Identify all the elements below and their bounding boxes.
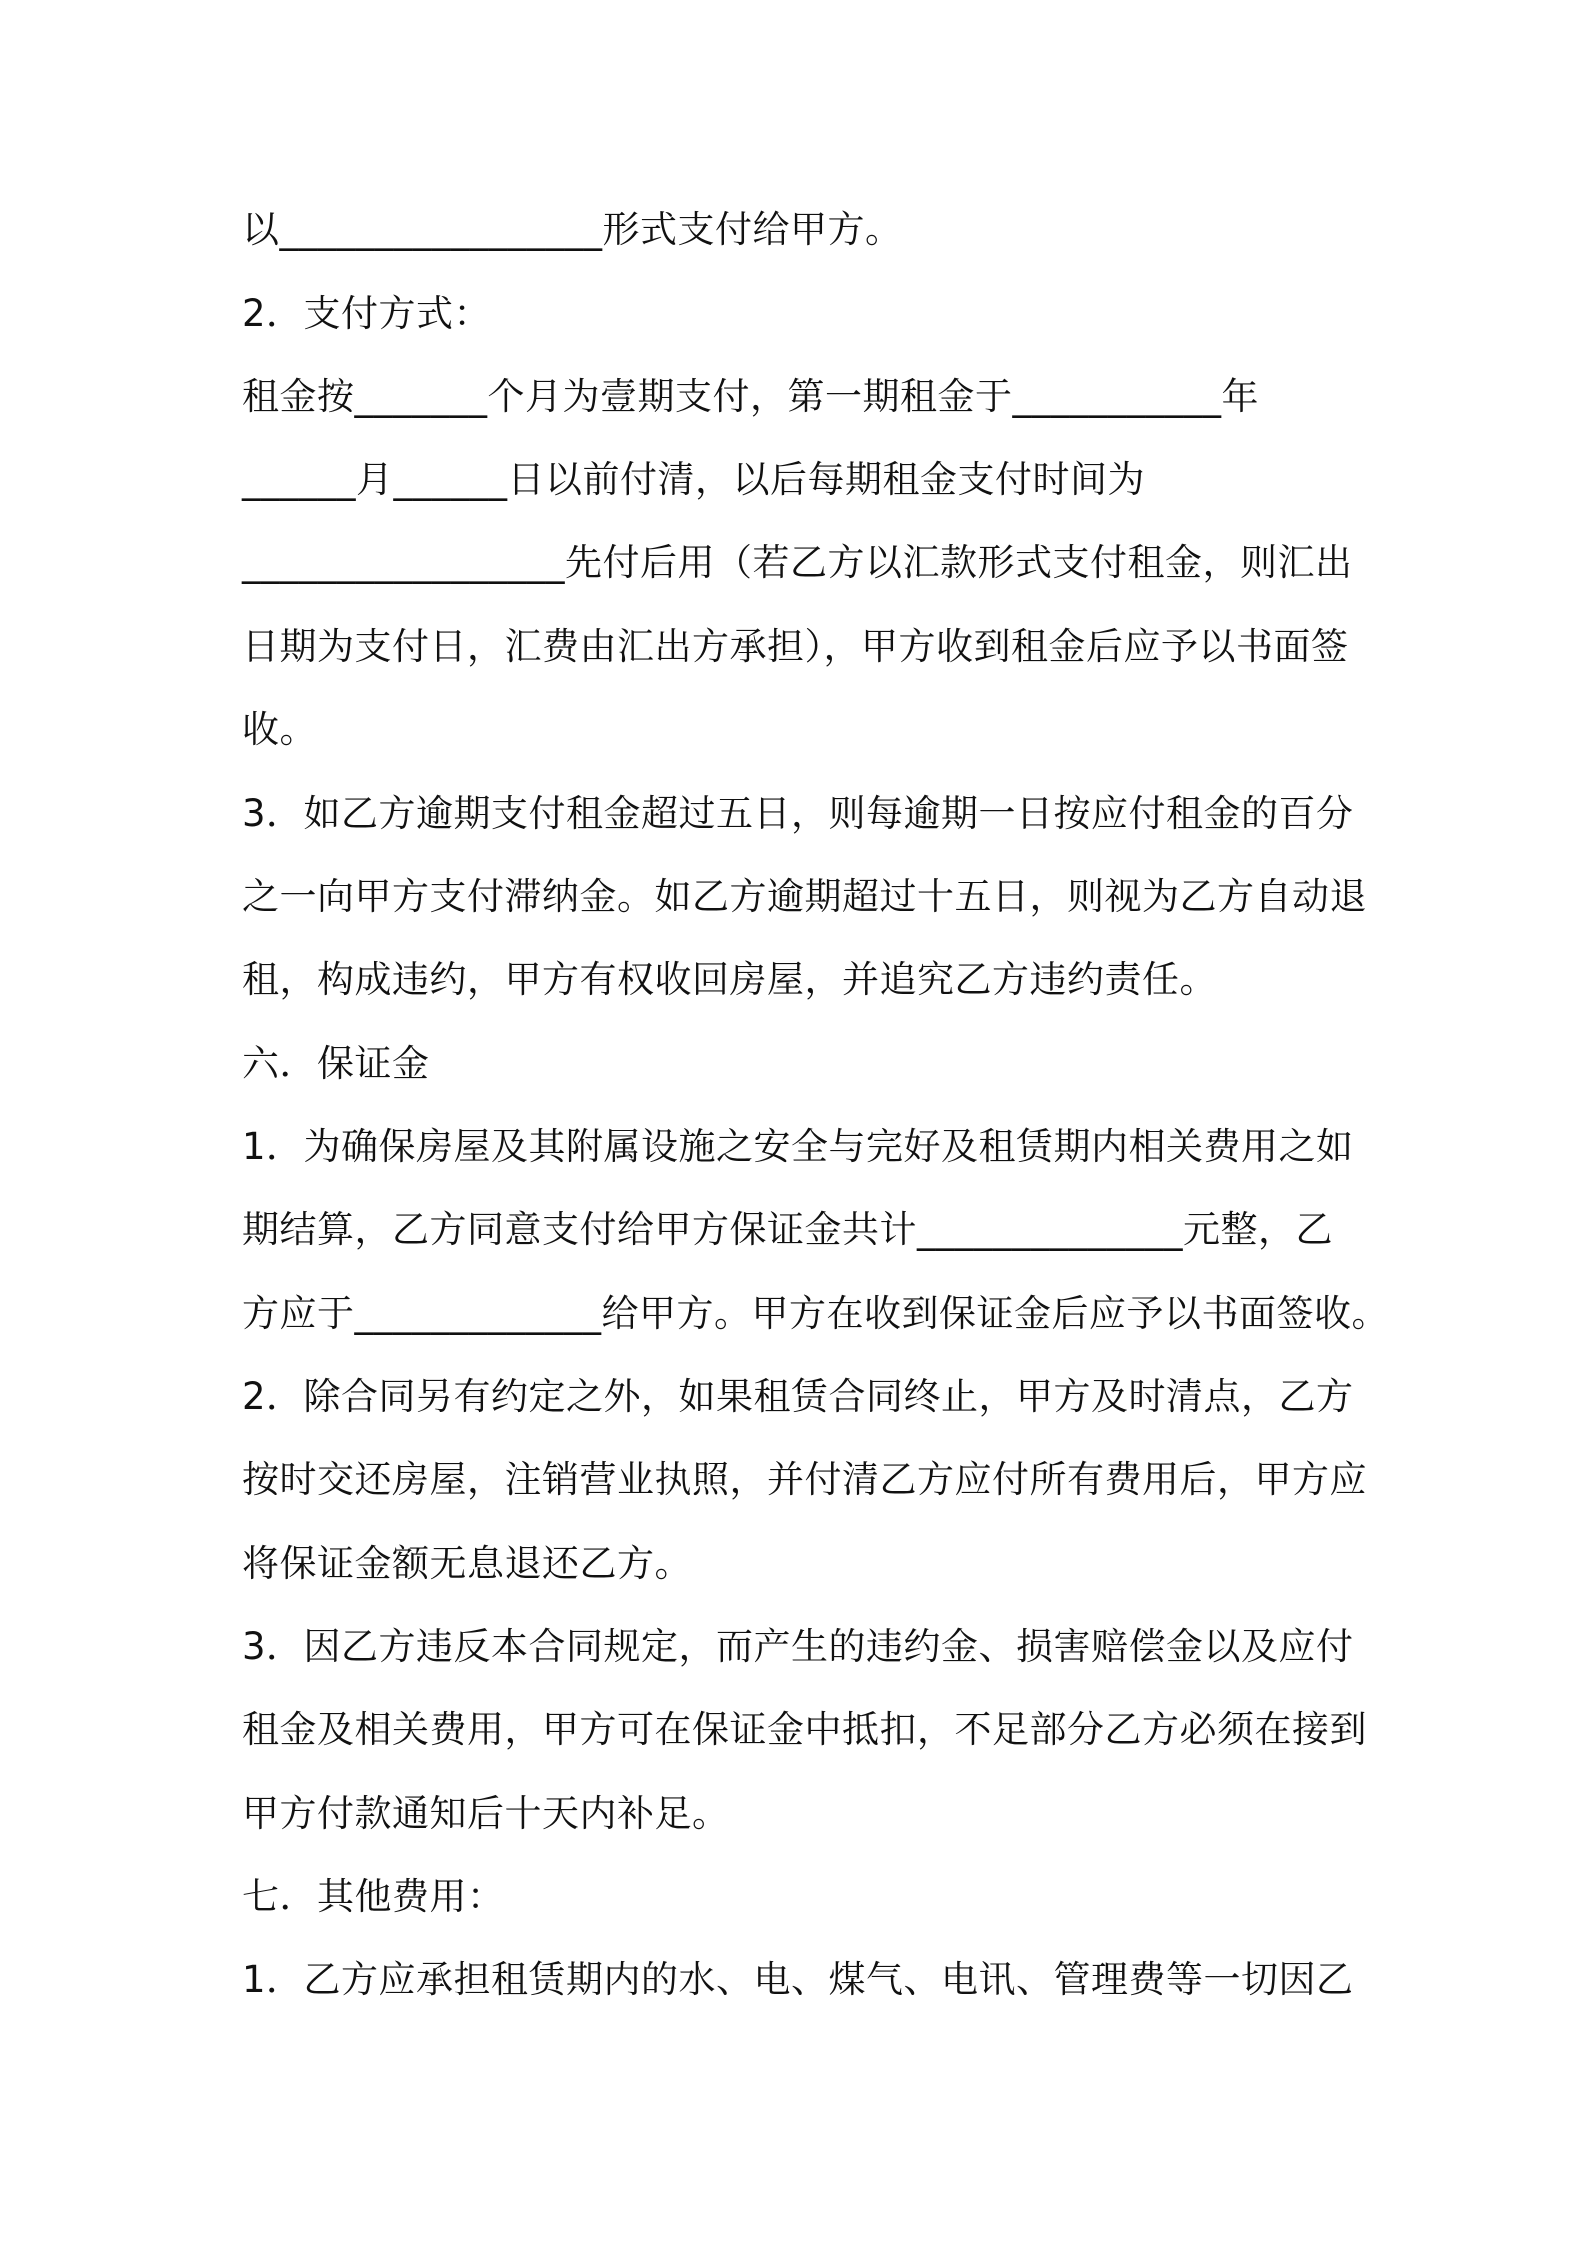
- text-line: 方应于_____________给甲方。甲方在收到保证金后应予以书面签收。: [242, 1292, 1389, 1335]
- text-line: 之一向甲方支付滞纳金。如乙方逾期超过十五日，则视为乙方自动退: [242, 875, 1367, 918]
- text-line: 将保证金额无息退还乙方。: [242, 1542, 692, 1585]
- text-line: 按时交还房屋，注销营业执照，并付清乙方应付所有费用后，甲方应: [242, 1458, 1367, 1501]
- text-line: 甲方付款通知后十天内补足。: [242, 1792, 730, 1835]
- text-line: 2．除合同另有约定之外，如果租赁合同终止，甲方及时清点，乙方: [242, 1375, 1354, 1418]
- text-line: 1．为确保房屋及其附属设施之安全与完好及租赁期内相关费用之如: [242, 1125, 1354, 1168]
- section-heading: 六．保证金: [242, 1042, 430, 1085]
- text-line: 期结算，乙方同意支付给甲方保证金共计______________元整，乙: [242, 1208, 1333, 1251]
- text-line: 以_________________形式支付给甲方。: [242, 208, 903, 251]
- text-line: 租金及相关费用，甲方可在保证金中抵扣，不足部分乙方必须在接到: [242, 1708, 1367, 1751]
- text-line: _________________先付后用（若乙方以汇款形式支付租金，则汇出: [242, 541, 1353, 584]
- text-line: 3．如乙方逾期支付租金超过五日，则每逾期一日按应付租金的百分: [242, 792, 1354, 835]
- text-line: 3．因乙方违反本合同规定，而产生的违约金、损害赔偿金以及应付: [242, 1625, 1354, 1668]
- text-line: 收。: [242, 708, 317, 751]
- text-line: 2．支付方式：: [242, 292, 492, 335]
- text-line: 日期为支付日，汇费由汇出方承担），甲方收到租金后应予以书面签: [242, 625, 1349, 668]
- text-line: 租金按_______个月为壹期支付，第一期租金于___________年: [242, 375, 1259, 418]
- text-line: ______月______日以前付清，以后每期租金支付时间为: [242, 458, 1145, 501]
- section-heading: 七．其他费用：: [242, 1875, 505, 1918]
- text-line: 租，构成违约，甲方有权收回房屋，并追究乙方违约责任。: [242, 958, 1217, 1001]
- text-line: 1．乙方应承担租赁期内的水、电、煤气、电讯、管理费等一切因乙: [242, 1958, 1354, 2001]
